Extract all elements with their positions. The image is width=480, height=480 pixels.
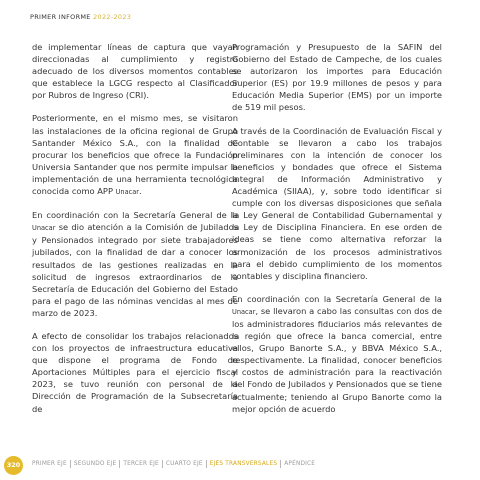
nav-item-tercer-eje[interactable]: TERCER EJE [123, 461, 159, 467]
paragraph: de implementar líneas de captura que vayan direccionadas al cumplimiento y registro adecuado de los diversos momentos contables que establece la LGCG respecto al Clasificador por Rubros de Ingreso (CRI). [32, 42, 238, 101]
paragraph: Posteriormente, en el mismo mes, se visitaron las instalaciones de la oficina regional de Grupo Santander México S.A., con la finalidad de procurar los beneficios que ofrece la Fundación Universia Santander que nos permite impulsar la implementación de una herramienta tecnológica conocida como APP Unacar. [32, 113, 238, 197]
page-footer [0, 460, 480, 472]
report-year: 2022-2023 [93, 13, 132, 21]
paragraph: En coordinación con la Secretaría General de la Unacar, se llevaron a cabo las consultas con dos de los administradores fiduciarios más relevantes de la región que ofrece la banca comercial, entre ellos, Grupo Banorte S.A., y BBVA México S.A., respectivamente. La finalidad, conocer beneficios y costos de administración para la reactivación del Fondo de Jubilados y Pensionados que se tiene actualmente; teniendo al Grupo Banorte como la mejor opción de acuerdo [232, 293, 442, 414]
page-header [30, 13, 131, 21]
report-title: PRIMER INFORME [30, 13, 91, 21]
nav-item-primer-eje[interactable]: PRIMER EJE [32, 461, 67, 467]
nav-item-apendice[interactable]: APÉNDICE [284, 461, 316, 467]
nav-item-ejes-transversales[interactable]: EJES TRANSVERSALES [209, 461, 278, 467]
nav-divider [280, 460, 281, 468]
paragraph: Programación y Presupuesto de la SAFIN del Gobierno del Estado de Campeche, de los cuales se autorizaron los importes para Educación Superior (ES) por 19.9 millones de pesos y para Educación Media Superior (EMS) por un importe de 519 mil pesos. [232, 42, 442, 113]
section-nav [32, 460, 315, 468]
left-column [32, 41, 238, 426]
nav-divider [162, 460, 163, 468]
paragraph: A efecto de consolidar los trabajos relacionados con los proyectos de infraestructura educativa que dispone el programa de Fondo de Aportaciones Múltiples para el ejercicio fiscal 2023, se tuvo reunión con personal de la Dirección de Programación de la Subsecretaría de [32, 330, 238, 414]
nav-item-segundo-eje[interactable]: SEGUNDO EJE [73, 461, 117, 467]
right-column [232, 41, 442, 426]
paragraph: En coordinación con la Secretaría General de la Unacar se dio atención a la Comisión de Jubilados y Pensionados integrado por siete trabajadores jubilados, con la finalidad de dar a conocer los resultados de las gestiones realizadas en la solicitud de ingresos extraordinarios de la Secretaría de Educación del Gobierno del Estado para el pago de las nóminas vencidas al mes de marzo de 2023. [32, 210, 238, 318]
nav-divider [119, 460, 120, 468]
paragraph: A través de la Coordinación de Evaluación Fiscal y Contable se llevaron a cabo los trabajos preliminares con la intención de conocer los beneficios y bondades que ofrece el Sistema Integral de Información Administrativo y Académica (SIIAA), y, sobre todo identificar si cumple con los diversas disposiciones que señala la Ley General de Contabilidad Gubernamental y la Ley de Disciplina Financiera. En ese orden de ideas se tiene como alternativa reforzar la armonización de los procesos administrativos para el debido cumplimiento de los momentos contables y disciplina financiero. [232, 125, 442, 281]
nav-divider [206, 460, 207, 468]
page-number-badge: 320 [4, 456, 23, 475]
nav-item-cuarto-eje[interactable]: CUARTO EJE [165, 461, 203, 467]
nav-divider [70, 460, 71, 468]
